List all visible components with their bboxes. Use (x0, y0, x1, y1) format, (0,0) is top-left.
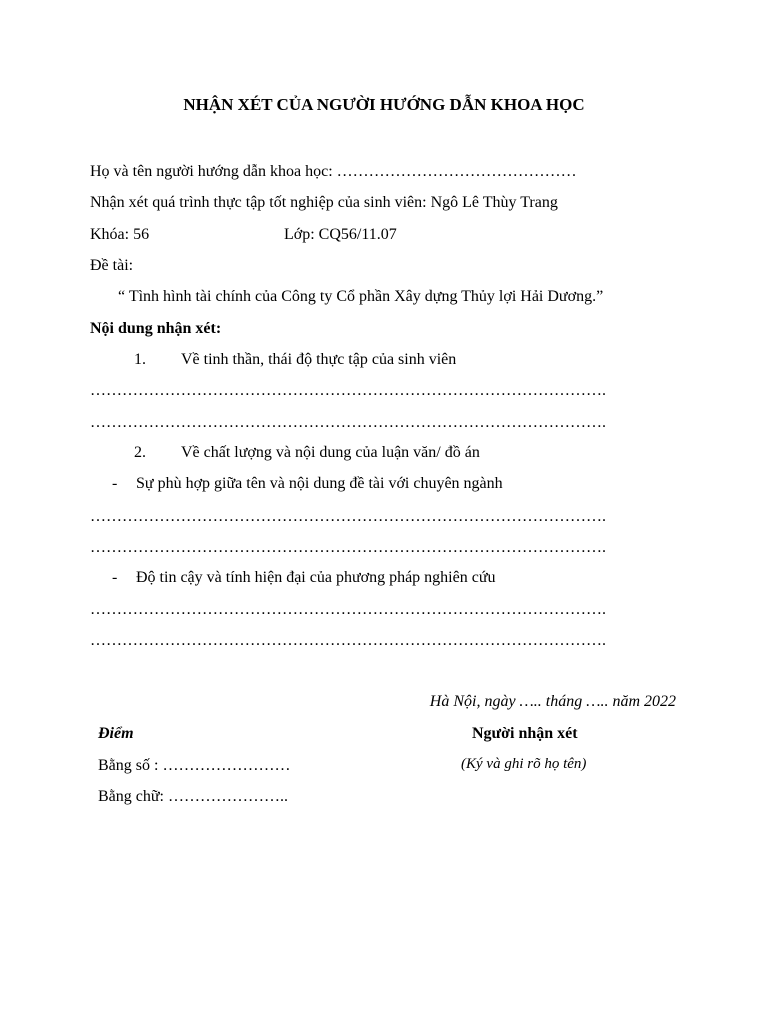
score-words-field: Bằng chữ: ………………….. (98, 788, 288, 805)
content-heading: Nội dung nhận xét: (90, 320, 222, 337)
item-1-text: Về tinh thần, thái độ thực tập của sinh viên (181, 351, 457, 368)
answer-dotted-line: ……………………………………………………………………………………. (90, 601, 606, 618)
score-heading: Điểm (98, 725, 134, 742)
answer-dotted-line: ……………………………………………………………………………………. (90, 632, 606, 649)
date-line: Hà Nội, ngày ….. tháng ….. năm 2022 (429, 693, 676, 710)
item-2-text: Về chất lượng và nội dung của luận văn/ đồ án (181, 444, 480, 461)
item-2-number: 2. (134, 444, 146, 461)
de-tai-value: “ Tình hình tài chính của Công ty Cổ phần Xây dựng Thủy lợi Hải Dương.” (118, 288, 604, 305)
reviewer-heading: Người nhận xét (472, 725, 578, 742)
page-title: NHẬN XÉT CỦA NGƯỜI HƯỚNG DẪN KHOA HỌC (183, 95, 585, 114)
advisor-line: Họ và tên người hướng dẫn khoa học: ……………………………………… (90, 163, 577, 180)
answer-dotted-line: ……………………………………………………………………………………. (90, 382, 606, 399)
item-1-number: 1. (134, 351, 146, 368)
sub-item-1-text: Sự phù hợp giữa tên và nội dung đề tài với chuyên ngành (136, 475, 503, 492)
reviewer-signature-note: (Ký và ghi rõ họ tên) (461, 756, 587, 772)
student-line: Nhận xét quá trình thực tập tốt nghiệp của sinh viên: Ngô Lê Thùy Trang (90, 194, 558, 211)
khoa-label: Khóa: 56 (90, 226, 150, 243)
answer-dotted-line: ……………………………………………………………………………………. (90, 539, 606, 556)
de-tai-label: Đề tài: (90, 257, 134, 274)
answer-dotted-line: ……………………………………………………………………………………. (90, 508, 606, 525)
sub-item-1-dash: - (112, 475, 118, 492)
sub-item-2-dash: - (112, 569, 118, 586)
score-number-field: Bằng số : …………………… (98, 757, 291, 774)
answer-dotted-line: ……………………………………………………………………………………. (90, 414, 606, 431)
lop-label: Lớp: CQ56/11.07 (284, 226, 397, 243)
sub-item-2-text: Độ tin cậy và tính hiện đại của phương pháp nghiên cứu (136, 569, 496, 586)
